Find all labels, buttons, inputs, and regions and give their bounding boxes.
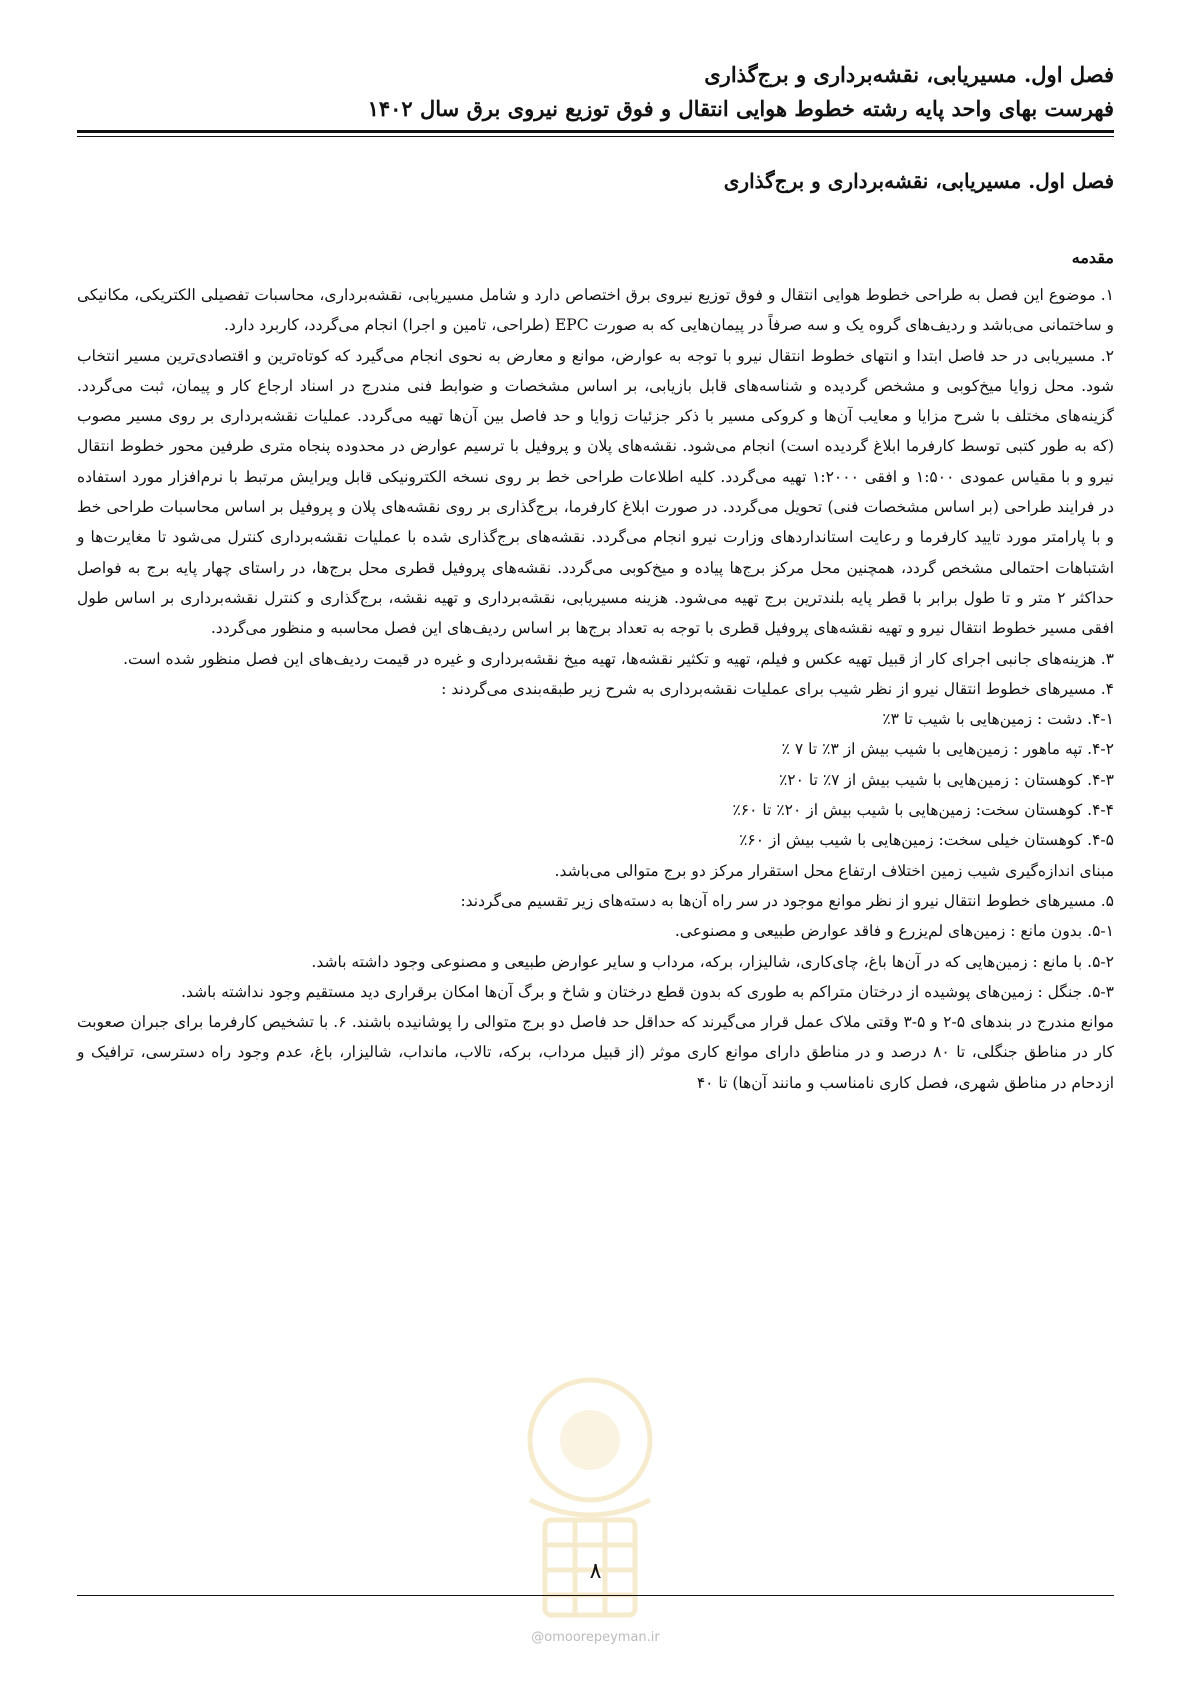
paragraph-5-3: ۵-۳. جنگل : زمین‌های پوشیده از درختان متراکم به طوری که بدون قطع درختان و شاخ و برگ آن‌ها امکان برقراری دید مستقیم وجود نداشته باشد.	[181, 982, 1114, 1001]
header-book-title: فهرست بهای واحد پایه رشته خطوط هوایی انتقال و فوق توزیع نیروی برق سال ۱۴۰۲	[367, 96, 1114, 121]
paragraph-2: ۲. مسیریابی در حد فاصل ابتدا و انتهای خطوط انتقال نیرو با توجه به عوارض، موانع و معارض به نحوی انجام می‌گیرد که کوتاه‌ترین و اقتصادی‌ترین مسیر انتخاب شود. محل زوایا میخ‌کوبی و مشخص گردیده و شناسه‌های قابل بازیابی، بر اساس مشخصات و ضوابط فنی مندرج در اسناد ارجاع کار و پیمان، ثبت می‌گردد. گزینه‌های مختلف با شرح مزایا و معایب آن‌ها و کروکی مسیر با ذکر جزئیات زوایا و حد فاصل بین آن‌ها تهیه می‌گردد. عملیات نقشه‌برداری بر روی مسیر مصوب (که به طور کتبی توسط کارفرما ابلاغ گردیده است) انجام می‌شود. نقشه‌های پلان و پروفیل با ترسیم عوارض در محدوده پنجاه متری طرفین محور خطوط انتقال نیرو و با مقیاس عمودی ۱:۵۰۰ و افقی ۱:۲۰۰۰ تهیه می‌گردد. کلیه اطلاعات طراحی خط بر روی نسخه الکترونیکی قابل ویرایش مرتبط با نرم‌افزار مورد استفاده در فرایند طراحی (بر اساس مشخصات فنی) تحویل می‌گردد. در صورت ابلاغ کارفرما، برج‌گذاری بر روی نقشه‌های پلان و پروفیل بر اساس محاسبات طراحی خط و با پارامتر مورد تایید کارفرما و رعایت استانداردهای وزارت نیرو انجام می‌گردد. نقشه‌های برج‌گذاری شده با عملیات نقشه‌برداری کنترل می‌شود تا مغایرت‌ها و اشتباهات احتمالی مشخص گردد، همچنین محل مرکز برج‌ها پیاده و میخ‌کوبی می‌گردد. نقشه‌های پروفیل قطری محل برج‌ها، در راستای چهار پایه برج به فواصل حداکثر ۲ متر و تا طول برابر با قطر پایه بلندترین برج تهیه می‌شود. هزینه مسیریابی، نقشه‌برداری و تهیه نقشه، برج‌گذاری و کنترل نقشه‌برداری بر اساس طول افقی مسیر خطوط انتقال نیرو و تهیه نقشه‌های پروفیل قطری با توجه به تعداد برج‌ها بر اساس ردیف‌های این فصل محاسبه و منظور می‌گردد.	[77, 346, 1114, 638]
header-rule-thin	[77, 136, 1114, 137]
header-rule-thick	[77, 130, 1114, 133]
chapter-title: فصل اول. مسیریابی، نقشه‌برداری و برج‌گذاری	[723, 169, 1114, 193]
watermark-logo-icon	[490, 1370, 690, 1630]
paragraph-4: ۴. مسیرهای خطوط انتقال نیرو از نظر شیب برای عملیات نقشه‌برداری به شرح زیر طبقه‌بندی می‌گردند :	[441, 679, 1114, 698]
paragraph-3: ۳. هزینه‌های جانبی اجرای کار از قبیل تهیه عکس و فیلم، تهیه و تکثیر نقشه‌ها، تهیه میخ نقشه‌برداری و غیره در قیمت ردیف‌های این فصل منظور شده است.	[123, 649, 1114, 668]
page-number: ۸	[589, 1559, 602, 1584]
watermark-site: @omoorepeyman.ir	[531, 1630, 660, 1645]
paragraph-4-4: ۴-۴. کوهستان سخت: زمین‌هایی با شیب بیش از ۲۰٪ تا ۶۰٪	[732, 801, 1114, 820]
paragraph-4-1: ۴-۱. دشت : زمین‌هایی با شیب تا ۳٪	[882, 710, 1114, 729]
paragraph-4-2: ۴-۲. تپه ماهور : زمین‌هایی با شیب بیش از ۳٪ تا ۷ ٪	[781, 740, 1114, 759]
paragraph-4-3: ۴-۳. کوهستان : زمین‌هایی با شیب بیش از ۷٪ تا ۲۰٪	[778, 770, 1114, 789]
body-text	[77, 280, 1114, 1098]
paragraph-1: ۱. موضوع این فصل به طراحی خطوط هوایی انتقال و فوق توزیع نیروی برق اختصاص دارد و شامل مسیریابی، نقشه‌برداری، محاسبات تفصیلی الکتریکی، مکانیکی و ساختمانی می‌باشد و ردیف‌های گروه یک و سه صرفاً در پیمان‌هایی که به صورت EPC (طراحی، تامین و اجرا) انجام می‌گردد، کاربرد دارد.	[77, 286, 1114, 335]
running-header	[77, 58, 1114, 126]
paragraph-6: موانع مندرج در بندهای ۵-۲ و ۵-۳ وقتی ملاک عمل قرار می‌گیرند که حداقل حد فاصل دو برج متوالی را پوشانیده باشند. ۶. با تشخیص کارفرما برای جبران صعوبت کار در مناطق جنگلی، تا ۸۰ درصد و در مناطق دارای موانع کاری موثر (از قبیل مرداب، برکه، تالاب، مانداب، شالیزار، باغ، عدم وجود راه دسترسی، ترافیک و ازدحام در مناطق شهری، فصل کاری نامناسب و مانند آن‌ها) تا ۴۰	[77, 1013, 1114, 1092]
footer-rule	[77, 1595, 1114, 1596]
paragraph-5-1: ۵-۱. بدون مانع : زمین‌های لم‌یزرع و فاقد عوارض طبیعی و مصنوعی.	[674, 922, 1114, 941]
paragraph-5: ۵. مسیرهای خطوط انتقال نیرو از نظر موانع موجود در سر راه آن‌ها به دسته‌های زیر تقسیم می‌گردند:	[460, 891, 1114, 910]
section-title: مقدمه	[1071, 248, 1114, 267]
paragraph-5-2: ۵-۲. با مانع : زمین‌هایی که در آن‌ها باغ، چای‌کاری، شالیزار، برکه، مرداب و سایر عوارض طبیعی و مصنوعی وجود داشته باشد.	[311, 952, 1114, 971]
paragraph-4-note: مبنای اندازه‌گیری شیب زمین اختلاف ارتفاع محل استقرار مرکز دو برج متوالی می‌باشد.	[554, 861, 1114, 880]
header-chapter-line: فصل اول. مسیریابی، نقشه‌برداری و برج‌گذاری	[704, 62, 1114, 87]
paragraph-4-5: ۴-۵. کوهستان خیلی سخت: زمین‌هایی با شیب بیش از ۶۰٪	[739, 831, 1114, 850]
